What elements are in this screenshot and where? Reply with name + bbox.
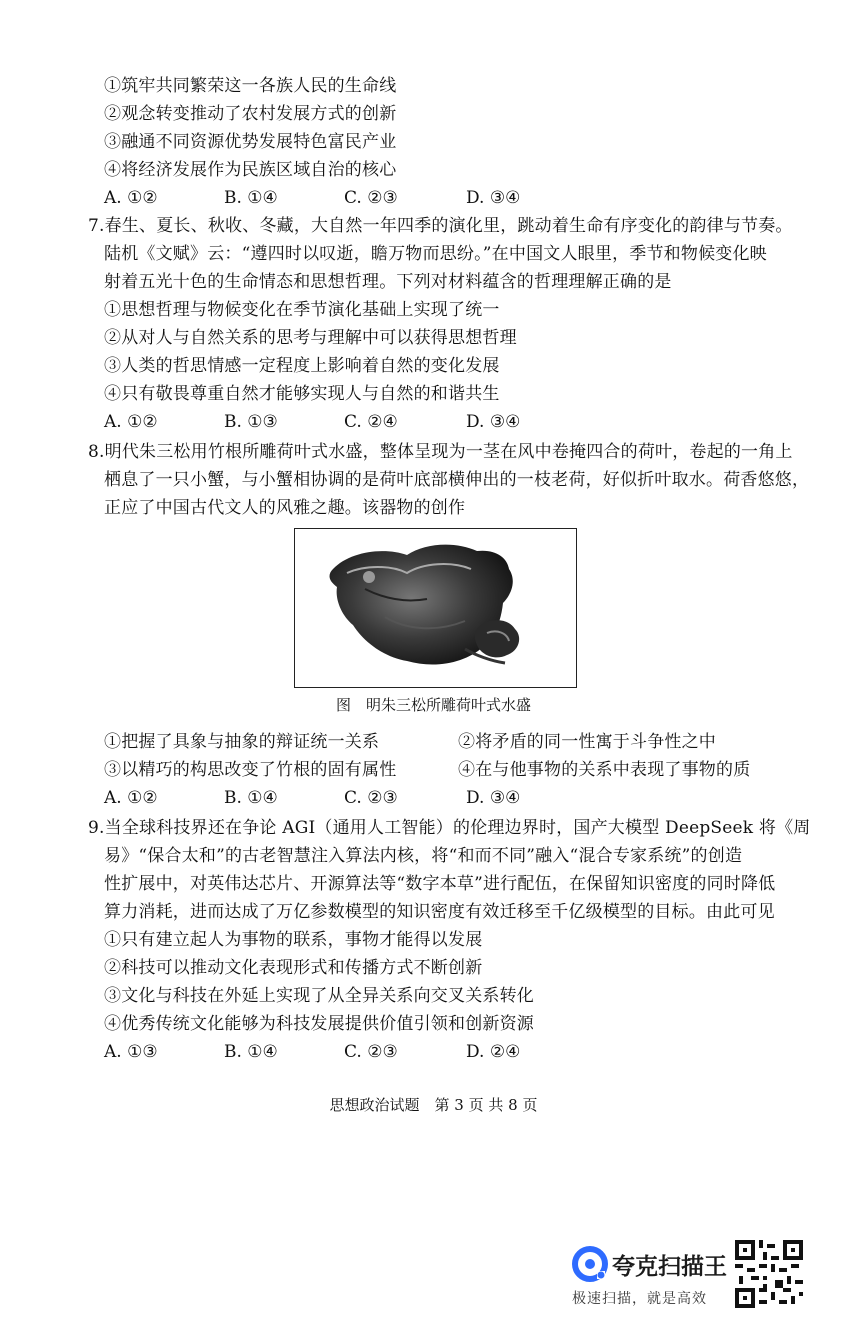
q9-option-b: B. ①④ xyxy=(224,1042,278,1062)
q7-item-1: ①思想哲理与物候变化在季节演化基础上实现了统一 xyxy=(104,300,500,320)
brand-name: 夸克扫描王 xyxy=(612,1254,727,1280)
q8-option-d: D. ③④ xyxy=(466,788,521,808)
q7-stem-line-2: 陆机《文赋》云：“遵四时以叹逝，瞻万物而思纷。”在中国文人眼里，季节和物候变化映 xyxy=(104,244,767,264)
q6-item-3: ③融通不同资源优势发展特色富民产业 xyxy=(104,132,397,152)
q8-item-3: ③以精巧的构思改变了竹根的固有属性 xyxy=(104,760,397,780)
q6-option-b: B. ①④ xyxy=(224,188,278,208)
q7-option-b: B. ①③ xyxy=(224,412,278,432)
q7-stem-line-1: 7.春生、夏长、秋收、冬藏，大自然一年四季的演化里，跳动着生命有序变化的韵律与节奏。 xyxy=(88,216,793,236)
q8-stem-line-3: 正应了中国古代文人的风雅之趣。该器物的创作 xyxy=(104,498,466,518)
figure-frame xyxy=(294,528,577,688)
q6-item-2: ②观念转变推动了农村发展方式的创新 xyxy=(104,104,397,124)
q9-stem-line-1: 9.当全球科技界还在争论 AGI（通用人工智能）的伦理边界时，国产大模型 DeepSeek 将《周 xyxy=(88,818,811,838)
q9-item-2: ②科技可以推动文化表现形式和传播方式不断创新 xyxy=(104,958,483,978)
q7-item-3: ③人类的哲思情感一定程度上影响着自然的变化发展 xyxy=(104,356,500,376)
q9-stem-line-2: 易》“保合太和”的古老智慧注入算法内核，将“和而不同”融入“混合专家系统”的创造 xyxy=(104,846,743,866)
figure-caption: 图 明朱三松所雕荷叶式水盛 xyxy=(335,696,531,714)
q9-stem-line-3: 性扩展中，对英伟达芯片、开源算法等“数字本草”进行配伍，在保留知识密度的同时降低 xyxy=(104,874,776,894)
quark-logo-icon xyxy=(572,1246,608,1282)
q7-option-a: A. ①② xyxy=(104,412,158,432)
q7-option-c: C. ②④ xyxy=(344,412,398,432)
q8-item-1: ①把握了具象与抽象的辩证统一关系 xyxy=(104,732,380,752)
q7-stem-line-3: 射着五光十色的生命情态和思想哲理。下列对材料蕴含的哲理理解正确的是 xyxy=(104,272,672,292)
brand-slogan: 极速扫描，就是高效 xyxy=(572,1291,707,1307)
q6-option-c: C. ②③ xyxy=(344,188,398,208)
q7-item-2: ②从对人与自然关系的思考与理解中可以获得思想哲理 xyxy=(104,328,517,348)
scanner-watermark xyxy=(568,1240,728,1310)
q9-option-a: A. ①③ xyxy=(104,1042,158,1062)
q8-option-c: C. ②③ xyxy=(344,788,398,808)
q9-option-c: C. ②③ xyxy=(344,1042,398,1062)
q8-option-a: A. ①② xyxy=(104,788,158,808)
page-footer: 思想政治试题 第 3 页 共 8 页 xyxy=(329,1096,538,1114)
q9-item-1: ①只有建立起人为事物的联系，事物才能得以发展 xyxy=(104,930,483,950)
q8-stem-line-1: 8.明代朱三松用竹根所雕荷叶式水盛，整体呈现为一茎在风中卷掩四合的荷叶，卷起的一角上 xyxy=(88,442,793,462)
q8-stem-line-2: 栖息了一只小蟹，与小蟹相协调的是荷叶底部横伸出的一枝老荷，好似折叶取水。荷香悠悠， xyxy=(104,470,810,490)
qr-code-icon xyxy=(735,1240,803,1308)
q6-option-d: D. ③④ xyxy=(466,188,521,208)
q9-item-3: ③文化与科技在外延上实现了从全异关系向交叉关系转化 xyxy=(104,986,534,1006)
q9-stem-line-4: 算力消耗，进而达成了万亿参数模型的知识密度有效迁移至千亿级模型的目标。由此可见 xyxy=(104,902,775,922)
q8-item-4: ④在与他事物的关系中表现了事物的质 xyxy=(458,760,751,780)
lotus-leaf-water-vessel-image xyxy=(295,529,575,686)
q8-option-b: B. ①④ xyxy=(224,788,278,808)
q7-option-d: D. ③④ xyxy=(466,412,521,432)
q7-item-4: ④只有敬畏尊重自然才能够实现人与自然的和谐共生 xyxy=(104,384,500,404)
q8-item-2: ②将矛盾的同一性寓于斗争性之中 xyxy=(458,732,716,752)
q6-option-a: A. ①② xyxy=(104,188,158,208)
q6-item-1: ①筑牢共同繁荣这一各族人民的生命线 xyxy=(104,76,397,96)
q6-item-4: ④将经济发展作为民族区域自治的核心 xyxy=(104,160,397,180)
q9-item-4: ④优秀传统文化能够为科技发展提供价值引领和创新资源 xyxy=(104,1014,534,1034)
q9-option-d: D. ②④ xyxy=(466,1042,521,1062)
